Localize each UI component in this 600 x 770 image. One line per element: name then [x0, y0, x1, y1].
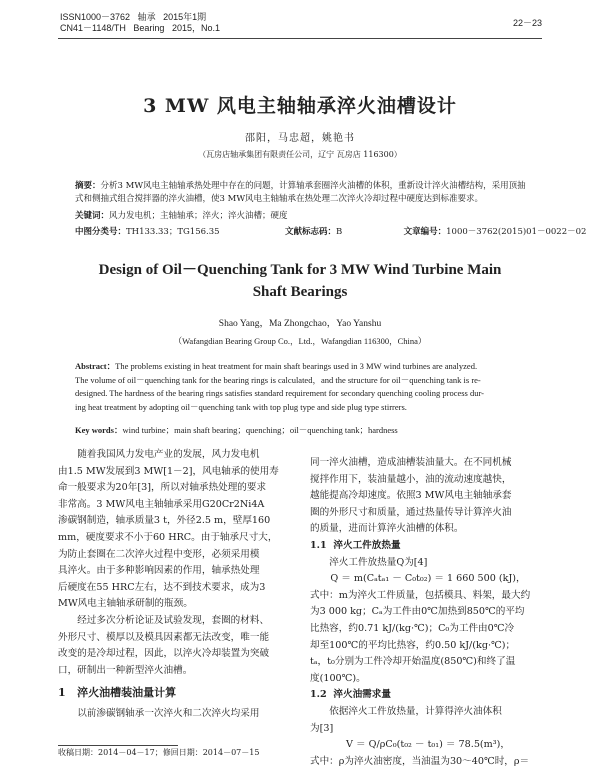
title-en-line2: Shaft Bearings — [252, 284, 348, 300]
abstract-cn — [75, 180, 530, 206]
footnote-dates: 收稿日期：2014－04－17；修回日期：2014－07－15 — [58, 748, 260, 757]
body-line: 淬火工件放热量Q为[4] — [329, 556, 428, 568]
body-line: 由1.5 MW发展到3 MW[1－2]，风电轴承的使用寿 — [58, 465, 279, 477]
body-line: 却至100℃的平均比热容，约0.50 kJ/(kg·℃)； — [310, 639, 516, 651]
doc-code-label: 文献标志码： — [284, 227, 336, 237]
abstract-en-line: The volume of oil－quenching tank for the bearing rings is calculated，and the structure for oil－quenching tank is re- — [75, 374, 481, 385]
subsection-1-1-heading — [310, 538, 546, 555]
body-line: MW风电主轴轴承研制的瓶颈。 — [58, 598, 193, 610]
right-column — [310, 455, 546, 770]
title-en-line1: Design of Oil－Quenching Tank for 3 MW Wind Turbine Main — [98, 262, 502, 278]
body-line: 口，研制出一种新型淬火油槽。 — [58, 664, 193, 676]
abstract-en-line: designed. The hardness of the bearing rings satisfies standard requirement for secondary quenching cooling process dur- — [75, 388, 484, 398]
body-line: mm，硬度要求不小于60 HRC。由于轴承尺寸大， — [58, 531, 278, 543]
issn: ISSN1000－3762 — [60, 12, 131, 22]
body-line: 为[3] — [310, 722, 334, 734]
cn-number: CN41－1148/TH — [60, 23, 126, 33]
body-line: 依据淬火工件放热量，计算得淬火油体积 — [329, 705, 502, 717]
class-label: 中图分类号： — [75, 227, 127, 237]
body-line: 以前渗碳钢轴承一次淬火和二次淬火均采用 — [77, 707, 260, 719]
body-line: 后硬度在55 HRC左右，达不到技术要求，成为3 — [58, 581, 266, 593]
affiliation-cn: （瓦房店轴承集团有限责任公司，辽宁 瓦房店 116300） — [198, 150, 402, 159]
subsection-1-1-number: 1.1 — [310, 539, 327, 551]
keywords-cn-text: 风力发电机；主轴轴承；淬火；淬火油槽；硬度 — [109, 211, 288, 221]
subsection-1-2-number: 1.2 — [310, 689, 327, 701]
abstract-en-line: ing heat treatment by adopting oil－quenching tank with top plug type and side plug type stirrers. — [75, 401, 407, 412]
body-line: 非常高。3 MW风电主轴轴承采用G20Cr2Ni4A — [58, 498, 265, 510]
equation-volume: V ＝ Q/ρC₀(t₀₂ － t₀₁) ＝ 78.5(m³)， — [346, 739, 510, 751]
body-line: 的质量，进而计算淬火油槽的体积。 — [310, 523, 464, 535]
subsection-1-2-heading — [310, 687, 546, 704]
classification-row — [75, 226, 587, 239]
affiliation-en: （Wafangdian Bearing Group Co.，Ltd.，Wafangdian 116300，China） — [173, 336, 427, 346]
body-line: 为3 000 kg；Cₐ为工件由0℃加热到850℃的平均 — [310, 606, 525, 618]
body-line: 搅拌作用下，装油量越小，油的流动速度越快， — [310, 473, 512, 485]
year-issue-cn: 2015年1期 — [163, 12, 207, 22]
page-range: 22－23 — [512, 18, 542, 28]
section-1-heading — [58, 685, 294, 702]
year-issue-en: 2015，No.1 — [171, 23, 220, 33]
header-left — [60, 12, 360, 34]
subsection-1-1-title: 淬火工件放热量 — [333, 539, 401, 551]
body-line: 同一淬火油槽，造成油槽装油量大。在不同机械 — [310, 457, 512, 468]
body-line: 命一般要求为20年[3]，所以对轴承热处理的要求 — [58, 482, 267, 494]
authors-en: Shao Yang，Ma Zhongchao，Yao Yanshu — [218, 319, 382, 329]
body-line: tₐ，t₀分别为工件冷却开始温度(850℃)和终了温 — [310, 656, 516, 668]
abstract-en-label: Abstract： — [75, 361, 116, 371]
title-cn: 3 MW 风电主轴轴承淬火油槽设计 — [143, 95, 457, 117]
body-line: 改变的是冷却过程，因此，以淬火冷却装置为突破 — [58, 648, 270, 660]
section-1-number: 1 — [58, 686, 66, 700]
keywords-cn — [75, 210, 530, 223]
abstract-cn-label: 摘要： — [75, 181, 101, 191]
body-line: 随着我国风力发电产业的发展，风力发电机 — [77, 449, 260, 460]
left-column — [58, 447, 294, 723]
journal-en: Bearing — [133, 23, 165, 33]
body-line: 比热容，约0.71 kJ/(kg·℃)；C₀为工件由0℃冷 — [310, 622, 515, 634]
body-line: 渗碳钢制造，轴承质量3 t，外径2.5 m，壁厚160 — [58, 515, 271, 527]
body-line: 式中：ρ为淬火油密度，当油温为30～40℃时，ρ＝ — [310, 755, 530, 767]
journal-cn: 轴承 — [137, 12, 156, 22]
article-value: 1000－3762(2015)01－0022－02 — [446, 227, 587, 237]
doc-code-value: B — [335, 227, 343, 237]
body-line: 圈的外形尺寸和质量，通过热量传导计算淬火油 — [310, 506, 512, 518]
abstract-en-line: The problems existing in heat treatment for main shaft bearings used in 3 MW wind turbines are analyzed. — [115, 361, 478, 371]
keywords-en-label: Key words： — [75, 425, 123, 435]
body-line: 外形尺寸、模厚以及模具因素都无法改变，唯一能 — [58, 631, 270, 643]
subsection-1-2-title: 淬火油需求量 — [333, 689, 391, 701]
title-en — [0, 259, 600, 303]
equation-heat: Q ＝ m(Cₐtₐ₁ － C₀t₀₂) ＝ 1 660 500 (kJ)， — [330, 573, 526, 585]
body-line: 度(100℃)。 — [310, 672, 366, 684]
body-line: 越能提高冷却速度。依照3 MW风电主轴轴承套 — [310, 490, 512, 502]
body-line: 经过多次分析论证及试验发现，套圈的材料、 — [77, 614, 270, 626]
section-1-title: 淬火油槽装油量计算 — [77, 686, 177, 700]
body-line: 为防止套圈在二次淬火过程中变形，必须采用模 — [58, 548, 260, 560]
keywords-en-text: wind turbine；main shaft bearing；quenching；oil－quenching tank；hardness — [122, 425, 398, 435]
body-line: 式中：m为淬火工件质量，包括模具、料架，最大约 — [310, 589, 531, 601]
keywords-en — [75, 424, 535, 438]
keywords-cn-label: 关键词： — [75, 211, 110, 221]
footnote-rule — [58, 745, 178, 746]
authors-cn: 邵阳，马忠超，姚艳书 — [245, 133, 355, 144]
abstract-cn-text: 分析3 MW风电主轴轴承热处理中存在的问题，计算轴承套圈淬火油槽的体积，重新设计淬火油槽结构，采用顶抽式和侧抽式组合搅拌器的淬火油槽，使3 MW风电主轴轴承在热处理二次淬火冷却过程中硬度达到标准要求。 — [75, 181, 526, 204]
article-label: 文章编号： — [403, 227, 447, 237]
class-value: TH133.33；TG156.35 — [126, 227, 220, 237]
body-line: 具淬火。由于多种影响因素的作用，轴承热处理 — [58, 565, 260, 577]
header-rule — [58, 38, 542, 39]
abstract-en — [75, 360, 535, 414]
